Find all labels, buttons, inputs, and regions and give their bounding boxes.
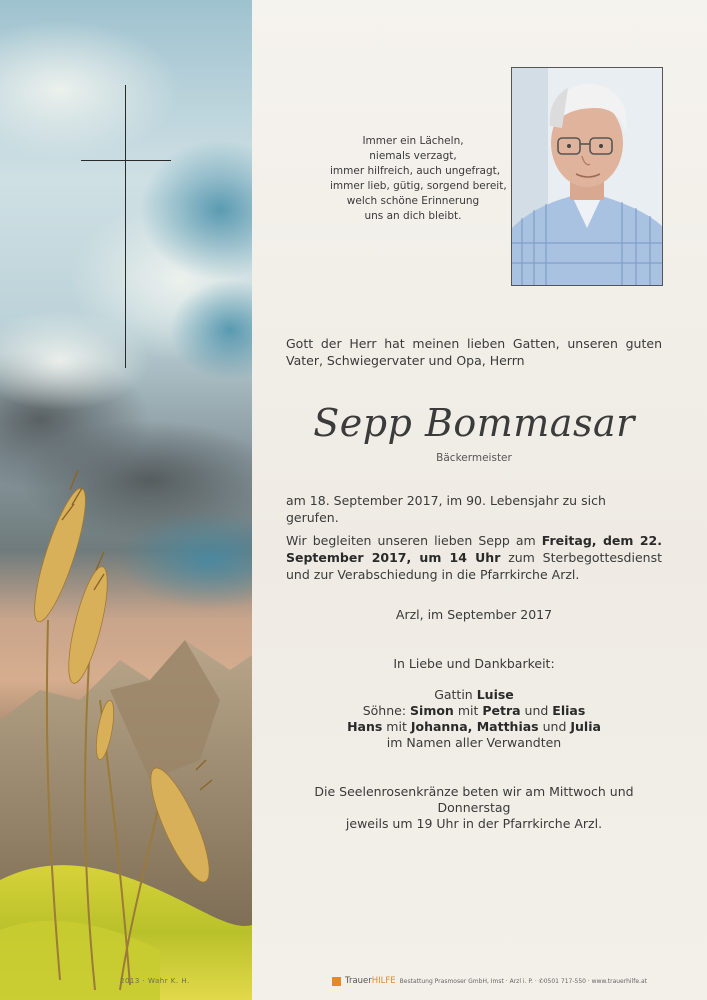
rosary-line: Die Seelenrosenkränze beten wir am Mittwoch und Donnerstag bbox=[314, 784, 634, 815]
family-member-name: Simon bbox=[410, 703, 454, 718]
family-line-relatives: im Namen aller Verwandten bbox=[386, 735, 562, 750]
portrait-photo bbox=[511, 67, 663, 286]
trauerhilfe-logo bbox=[345, 976, 396, 986]
family-line-sons bbox=[286, 703, 662, 719]
family-connector: mit bbox=[453, 703, 483, 718]
footer-text: Bestattung Prasmoser GmbH, Imst · Arzl i. P. · ✆0501 717-550 · www.trauerhilfe.at bbox=[399, 977, 647, 985]
family-label: Gattin bbox=[434, 687, 477, 702]
artwork-signature: 2013 · Wahr K. H. bbox=[120, 977, 190, 985]
family-member-name: Petra bbox=[482, 703, 521, 718]
family-label: Söhne: bbox=[362, 703, 411, 718]
ceremony-text-after: zum Sterbegottesdienst und zur Verabschiedung in die Pfarrkirche Arzl. bbox=[286, 550, 662, 582]
cross-horizontal-beam bbox=[81, 160, 171, 161]
family-line-spouse bbox=[286, 687, 662, 703]
ceremony-text-before: Wir begleiten unseren lieben Sepp am bbox=[286, 533, 542, 548]
trauerhilfe-logo-icon bbox=[332, 977, 341, 986]
poem-line: uns an dich bleibt. bbox=[364, 210, 462, 222]
logo-word-hilfe: HILFE bbox=[371, 976, 396, 986]
poem-line: immer hilfreich, auch ungefragt, bbox=[330, 165, 501, 177]
deceased-profession: Bäckermeister bbox=[436, 452, 512, 464]
logo-word-trauer: Trauer bbox=[345, 976, 372, 986]
family-member-name: Julia bbox=[570, 719, 601, 734]
ceremony-date-time: Freitag, dem 22. September 2017, um 14 Uhr bbox=[286, 533, 662, 565]
portrait-image bbox=[512, 68, 662, 285]
family-connector: mit bbox=[382, 719, 411, 734]
ceremony-text bbox=[286, 532, 662, 583]
family-line-hans bbox=[286, 719, 662, 735]
memorial-poem bbox=[330, 134, 507, 224]
deceased-name: Sepp Bommasar bbox=[313, 401, 635, 445]
rosary-notice bbox=[286, 784, 662, 832]
thanks-heading: In Liebe und Dankbarkeit: bbox=[393, 656, 555, 671]
poem-line: Immer ein Lächeln, bbox=[362, 135, 464, 147]
family-member-name: Hans bbox=[347, 719, 383, 734]
poem-line: welch schöne Erinnerung bbox=[346, 195, 480, 207]
cross-vertical-beam bbox=[125, 85, 126, 368]
rosary-line: jeweils um 19 Uhr in der Pfarrkirche Arzl. bbox=[345, 816, 603, 831]
place-date: Arzl, im September 2017 bbox=[395, 607, 553, 622]
family-list bbox=[286, 687, 662, 751]
family-connector: und bbox=[538, 719, 571, 734]
watercolor-artwork bbox=[0, 0, 252, 1000]
wheat-landscape-painting bbox=[0, 0, 252, 1000]
death-notice-text: am 18. September 2017, im 90. Lebensjahr zu sich gerufen. bbox=[286, 493, 606, 525]
footer-imprint bbox=[332, 975, 647, 987]
family-member-name: Elias bbox=[552, 703, 586, 718]
intro-text: Gott der Herr hat meinen lieben Gatten, unseren guten Vater, Schwiegervater und Opa, Herrn bbox=[286, 336, 662, 368]
poem-line: immer lieb, gütig, sorgend bereit, bbox=[330, 180, 507, 192]
family-connector: und bbox=[520, 703, 553, 718]
family-member-name: Luise bbox=[476, 687, 514, 702]
family-member-name: Johanna, Matthias bbox=[410, 719, 539, 734]
poem-line: niemals verzagt, bbox=[369, 150, 457, 162]
